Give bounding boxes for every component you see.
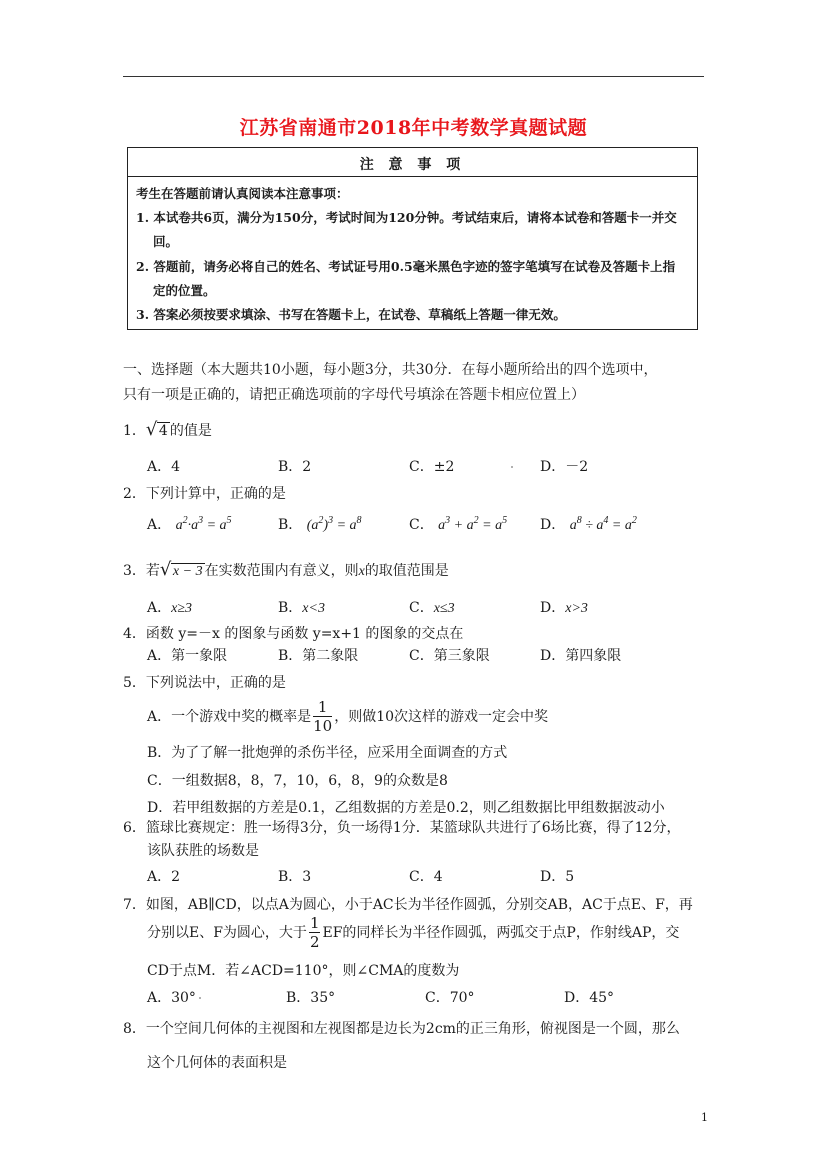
q2-option-d [540,514,637,534]
question-1-num: 1． [123,423,146,439]
question-4: 4．函数 y=－x 的图象与函数 y=x+1 的图象的交点在 [123,626,464,642]
question-6: 6．篮球比赛规定：胜一场得3分，负一场得1分．某篮球队共进行了6场比赛，得了12分， [123,820,681,836]
q3-option-a-label: A． [147,600,172,616]
notice-item-1-cont: 回。 [153,234,179,249]
q3-option-c-value: x≤3 [433,601,455,616]
question-1 [123,420,212,440]
q2-option-a [147,514,232,534]
q7-option-b: B．35° [286,990,336,1006]
notice-item-2-cont: 定的位置。 [153,283,216,298]
notice-item-2: 2. 答题前，请务必将自己的姓名、考试证号用0.5毫米黑色字迹的签字笔填写在试卷及答题卡上指 [136,259,676,274]
question-8: 8．一个空间几何体的主视图和左视图都是边长为2cm的正三角形，俯视图是一个圆，那么 [123,1021,680,1037]
fraction-numerator: 1 [309,914,320,932]
notice-divider [128,176,697,177]
q4-option-d: D．第四象限 [540,648,622,664]
notice-item-1: 1. 本试卷共6页，满分为150分，考试时间为120分钟。考试结束后，请将本试卷和答题卡一并交 [136,210,677,225]
q6-option-c: C．4 [409,869,443,885]
question-3-num: 3．若 [123,563,160,579]
q2-option-b [278,514,362,534]
fraction-denominator: 2 [309,933,320,951]
q3-option-d [540,597,588,617]
q2-option-b-label: B． [278,517,303,533]
sqrt-expression: √ x − 3 [159,559,203,580]
q7-option-a: A．30° [147,990,196,1006]
q2-option-a-math: $a^2\cdot a^3 = a^5$ [175,515,232,533]
fraction [313,700,332,734]
stray-dot [199,997,201,999]
q3-option-b-label: B． [278,600,303,616]
q5-option-a [147,700,548,734]
q5-option-c: C．一组数据8，8，7，10，6，8，9的众数是8 [147,773,448,789]
question-3-var: x [358,564,365,579]
q1-option-b: B．2 [278,459,312,475]
q3-option-a [147,597,192,617]
stray-dot [511,466,513,468]
q2-option-c [409,514,507,534]
q7-option-c: C．70° [425,990,475,1006]
page-number: 1 [701,1111,708,1124]
exam-title: 江苏省南通市2018年中考数学真题试题 [239,117,588,139]
q5-option-a-text: A．一个游戏中奖的概率是 [147,709,312,725]
q2-option-b-math: $(a^2)^3 = a^8$ [306,515,362,533]
question-7-cont [147,916,679,950]
section-1-header-cont: 只有一项是正确的，请把正确选项前的字母代号填涂在答题卡相应位置上） [123,387,585,403]
question-5: 5．下列说法中，正确的是 [123,675,286,691]
notice-intro: 考生在答题前请认真阅读本注意事项： [136,186,349,201]
fraction [309,916,321,950]
q3-option-c-label: C． [409,600,434,616]
question-7-text-a: 分别以E、F为圆心，大于 [147,925,307,941]
section-1-header: 一、选择题（本大题共10小题，每小题3分，共30分．在每小题所给出的四个选项中， [123,362,658,378]
sqrt-radicand: 4 [158,423,168,439]
q3-option-a-value: x≥3 [171,601,193,616]
question-7-text-b: EF的同样长为半径作圆弧，两弧交于点P，作射线AP，交 [322,925,680,941]
notice-box [127,147,698,330]
header-rule [123,76,704,77]
q2-option-a-label: A． [147,517,172,533]
q5-option-d: D．若甲组数据的方差是0.1，乙组数据的方差是0.2，则乙组数据比甲组数据波动小 [147,800,665,816]
q3-option-d-value: x>3 [565,601,588,616]
q2-option-c-math: $a^3 + a^2 = a^5$ [438,515,508,533]
question-3-text-b: 的取值范围是 [364,563,449,579]
notice-item-3: 3. 答案必须按要求填涂、书写在答题卡上，在试卷、草稿纸上答题一律无效。 [136,307,566,322]
question-3 [123,560,449,580]
q4-option-b: B．第二象限 [278,648,359,664]
q7-option-d: D．45° [564,990,615,1006]
q6-option-d: D．5 [540,869,575,885]
q1-option-a: A．4 [147,459,181,475]
question-2: 2．下列计算中，正确的是 [123,486,286,502]
q2-option-c-label: C． [409,517,434,533]
notice-heading: 注 意 事 项 [359,157,466,173]
q4-option-c: C．第三象限 [409,648,490,664]
question-7-cont-2: CD于点M．若∠ACD=110°，则∠CMA的度数为 [147,963,460,979]
question-6-cont: 该队获胜的场数是 [147,843,259,859]
q5-option-b: B．为了了解一批炮弹的杀伤半径，应采用全面调查的方式 [147,745,508,761]
q6-option-b: B．3 [278,869,312,885]
q6-option-a: A．2 [147,869,181,885]
q2-option-d-math: $a^8 \div a^4 = a^2$ [569,515,637,533]
q3-option-c [409,597,455,617]
question-1-text: 的值是 [169,423,212,439]
sqrt-expression: √ 4 [145,419,168,440]
q2-option-d-label: D． [540,517,566,533]
q3-option-d-label: D． [540,600,566,616]
q4-option-a: A．第一象限 [147,648,228,664]
question-8-cont: 这个几何体的表面积是 [147,1055,287,1071]
q5-option-a-text-b: ，则做10次这样的游戏一定会中奖 [334,709,549,725]
fraction-numerator: 1 [313,700,332,717]
q1-option-d: D．－2 [540,459,589,475]
q1-option-c: C．±2 [409,459,455,475]
sqrt-radicand: x − 3 [172,564,203,579]
q3-option-b-value: x<3 [302,601,325,616]
question-7: 7．如图，AB∥CD，以点A为圆心，小于AC长为半径作圆弧，分别交AB，AC于点E、F，再 [123,897,693,913]
question-3-text-a: 在实数范围内有意义，则 [204,563,359,579]
q3-option-b [278,597,325,617]
fraction-denominator: 10 [313,717,333,735]
